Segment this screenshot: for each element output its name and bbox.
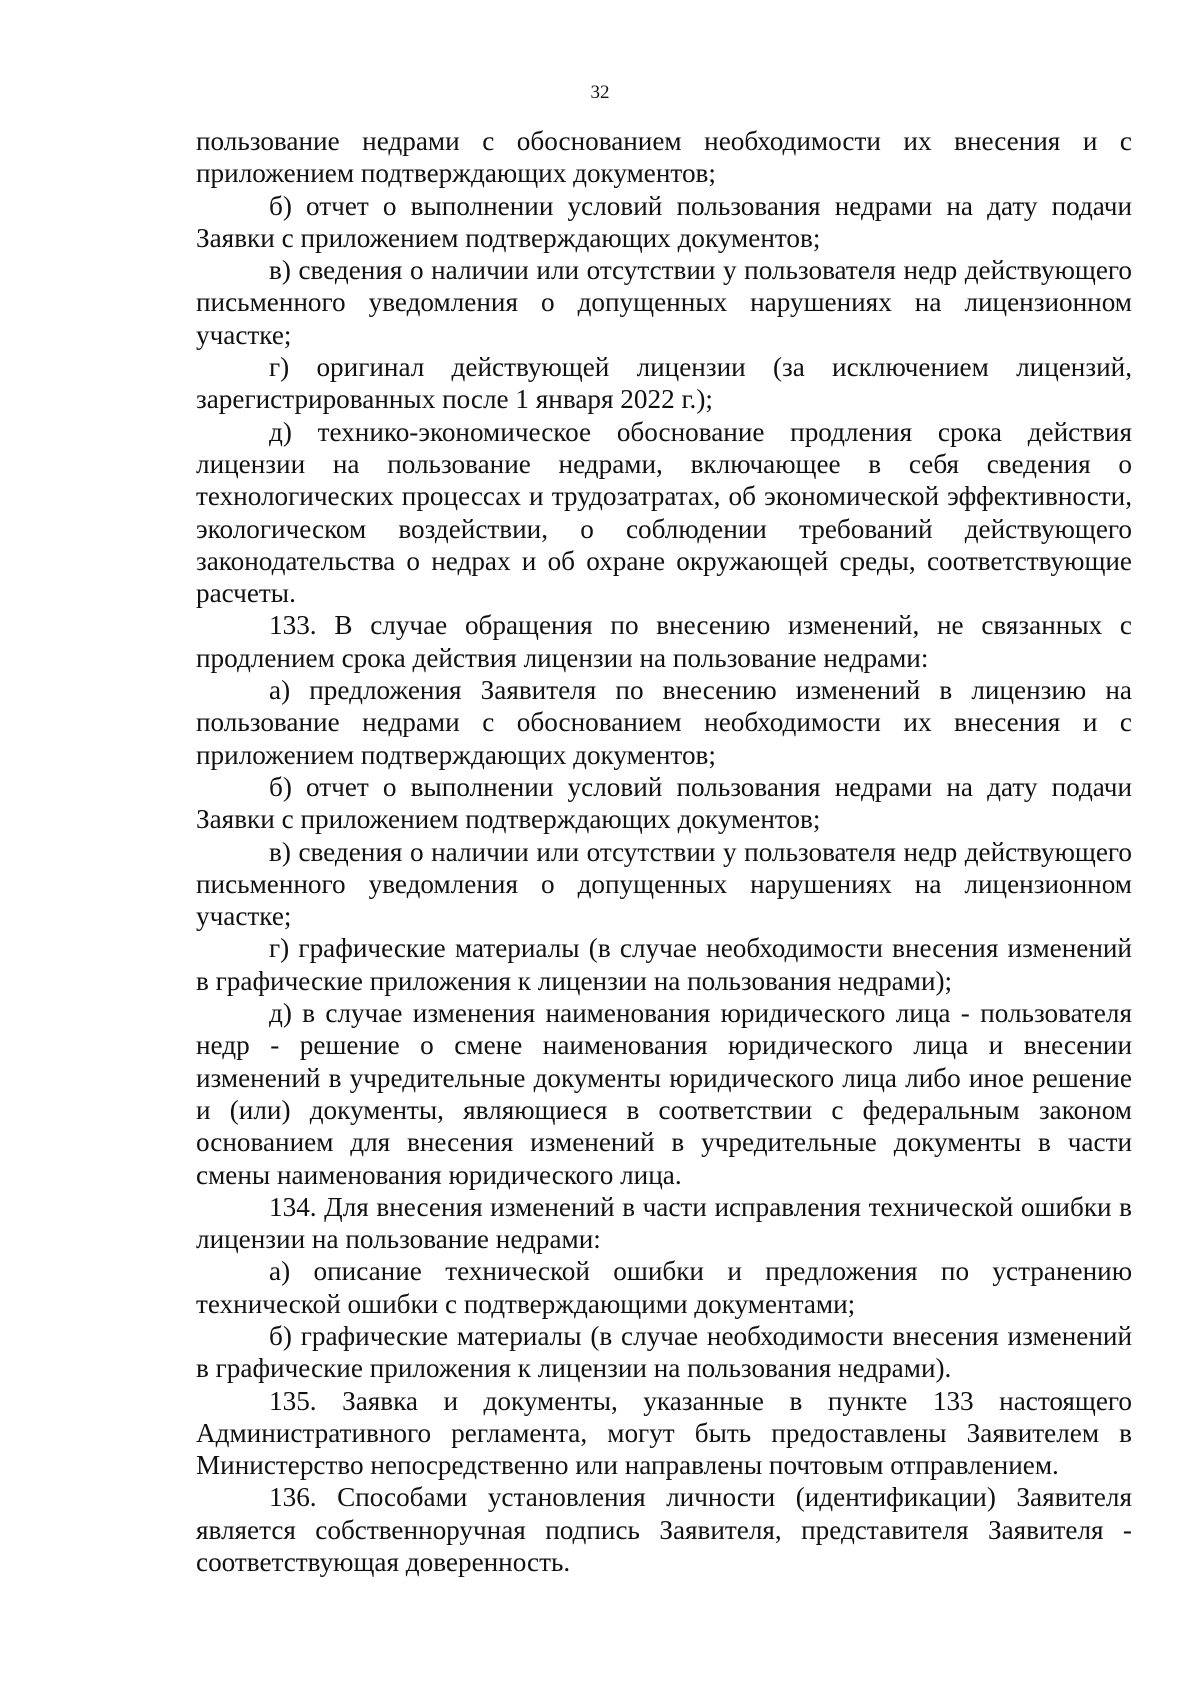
paragraph-133-item-b: б) отчет о выполнении условий пользования недрами на дату подачи Заявки с приложением подтверждающих документов; xyxy=(196,771,1132,835)
paragraph-134-item-b: б) графические материалы (в случае необходимости внесения изменений в графические приложения к лицензии на пользования недрами). xyxy=(196,1320,1132,1384)
document-body xyxy=(196,125,1132,1578)
paragraph-133-item-d: д) в случае изменения наименования юридического лица - пользователя недр - решение о смене наименования юридического лица и внесении изменений в учредительные документы юридического лица либо иное решение и (или) документы, являющиеся в соответствии с федеральным законом основанием для внесения изменений в учредительные документы в части смены наименования юридического лица. xyxy=(196,998,1132,1190)
paragraph-134: 134. Для внесения изменений в части исправления технической ошибки в лицензии на пользование недрами: xyxy=(196,1191,1132,1255)
paragraph-item-g: г) оригинал действующей лицензии (за исключением лицензий, зарегистрированных после 1 января 2022 г.); xyxy=(196,352,1132,415)
paragraph-item-d: д) технико-экономическое обоснование продления срока действия лицензии на пользование недрами, включающее в себя сведения о технологических процессах и трудозатратах, об экономической эффективности, экологическом воздействии, о соблюдении требований действующего законодательства о недрах и об охране окружающей среды, соответствующие расчеты. xyxy=(196,416,1132,609)
paragraph-135: 135. Заявка и документы, указанные в пункте 133 настоящего Административного регламента, могут быть предоставлены Заявителем в Министерство непосредственно или направлены почтовым отправлением. xyxy=(196,1385,1132,1481)
paragraph-133-item-g: г) графические материалы (в случае необходимости внесения изменений в графические приложения к лицензии на пользования недрами); xyxy=(196,933,1132,996)
page-number: 32 xyxy=(590,82,610,103)
paragraph-item-b: б) отчет о выполнении условий пользования недрами на дату подачи Заявки с приложением подтверждающих документов; xyxy=(196,190,1132,253)
paragraph-133-item-a: а) предложения Заявителя по внесению изменений в лицензию на пользование недрами с обоснованием необходимости их внесения и с приложением подтверждающих документов; xyxy=(196,675,1132,770)
paragraph-134-item-a: а) описание технической ошибки и предложения по устранению технической ошибки с подтверждающими документами; xyxy=(196,1256,1132,1319)
paragraph-136: 136. Способами установления личности (идентификации) Заявителя является собственноручная подпись Заявителя, представителя Заявителя - соответствующая доверенность. xyxy=(196,1482,1132,1578)
paragraph-133: 133. В случае обращения по внесению изменений, не связанных с продлением срока действия лицензии на пользование недрами: xyxy=(196,610,1132,673)
paragraph-continuation: пользование недрами с обоснованием необходимости их внесения и с приложением подтверждающих документов; xyxy=(196,126,1132,189)
paragraph-133-item-v: в) сведения о наличии или отсутствии у пользователя недр действующего письменного уведомления о допущенных нарушениях на лицензионном участке; xyxy=(196,836,1132,932)
paragraph-item-v: в) сведения о наличии или отсутствии у пользователя недр действующего письменного уведомления о допущенных нарушениях на лицензионном участке; xyxy=(196,255,1132,350)
